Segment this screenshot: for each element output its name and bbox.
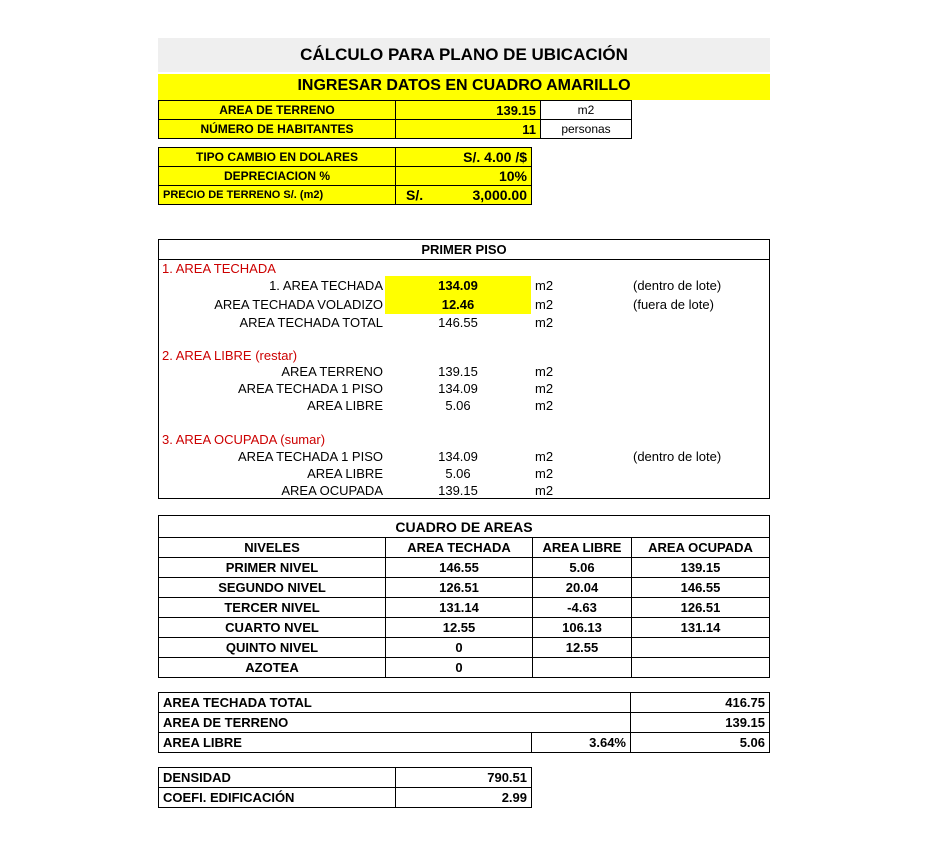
cell-nivel: SEGUNDO NIVEL xyxy=(159,578,386,598)
cell-ocupada: 126.51 xyxy=(632,598,770,618)
voladizo-note: (fuera de lote) xyxy=(633,297,714,312)
indices-table xyxy=(158,767,532,808)
habitantes-unit: personas xyxy=(541,120,632,139)
col-area-ocupada: AREA OCUPADA xyxy=(632,538,770,558)
section-area-libre-heading: 2. AREA LIBRE (restar) xyxy=(162,348,298,363)
cuadro-de-areas-table xyxy=(158,515,770,678)
voladizo-unit: m2 xyxy=(535,297,554,312)
coef-label: COEFI. EDIFICACIÓN xyxy=(159,788,396,808)
page-title: CÁLCULO PARA PLANO DE UBICACIÓN xyxy=(158,38,770,72)
s3-techada-note: (dentro de lote) xyxy=(633,449,722,464)
cell-ocupada: 146.55 xyxy=(632,578,770,598)
voladizo-input[interactable]: 12.46 xyxy=(441,297,475,312)
habitantes-input[interactable]: 11 xyxy=(396,120,541,139)
col-niveles: NIVELES xyxy=(159,538,386,558)
cell-nivel: PRIMER NIVEL xyxy=(159,558,386,578)
techada-total-label: AREA TECHADA TOTAL xyxy=(239,315,383,330)
cell-libre: 12.55 xyxy=(533,638,632,658)
tipo-cambio-input[interactable]: S/. 4.00 /$ xyxy=(396,148,532,167)
precio-label: PRECIO DE TERRENO S/. (m2) xyxy=(159,186,396,205)
cell-ocupada: 131.14 xyxy=(632,618,770,638)
total-row-techada xyxy=(159,693,770,713)
precio-input[interactable] xyxy=(396,186,532,205)
cell-techada: 126.51 xyxy=(386,578,533,598)
table-row xyxy=(159,578,770,598)
cell-libre: 20.04 xyxy=(533,578,632,598)
total-libre-percent: 3.64% xyxy=(532,733,631,753)
densidad-value: 790.51 xyxy=(396,768,532,788)
cell-nivel: AZOTEA xyxy=(159,658,386,678)
s3-techada-label: AREA TECHADA 1 PISO xyxy=(238,449,383,464)
area-techada-note: (dentro de lote) xyxy=(633,278,722,293)
index-row-densidad xyxy=(159,768,532,788)
s3-techada-unit: m2 xyxy=(535,449,554,464)
cell-techada: 12.55 xyxy=(386,618,533,638)
area-terreno-unit: m2 xyxy=(541,101,632,120)
cuadro-header: CUADRO DE AREAS xyxy=(159,516,770,538)
s2-techada-label: AREA TECHADA 1 PISO xyxy=(238,381,383,396)
table-row xyxy=(159,558,770,578)
s3-libre-unit: m2 xyxy=(535,466,554,481)
area-techada-label: 1. AREA TECHADA xyxy=(269,278,383,293)
s3-techada-value: 134.09 xyxy=(438,449,478,464)
s2-libre-unit: m2 xyxy=(535,398,554,413)
s3-ocupada-label: AREA OCUPADA xyxy=(281,483,383,498)
param-row-tipo-cambio xyxy=(159,148,532,167)
params-table xyxy=(158,147,532,205)
tipo-cambio-label: TIPO CAMBIO EN DOLARES xyxy=(159,148,396,167)
cell-nivel: QUINTO NIVEL xyxy=(159,638,386,658)
cell-techada: 0 xyxy=(386,638,533,658)
col-area-techada: AREA TECHADA xyxy=(386,538,533,558)
cell-ocupada xyxy=(632,658,770,678)
s2-terreno-value: 139.15 xyxy=(438,364,478,379)
s2-libre-value: 5.06 xyxy=(445,398,471,413)
cell-nivel: TERCER NIVEL xyxy=(159,598,386,618)
s2-techada-unit: m2 xyxy=(535,381,554,396)
cell-libre: -4.63 xyxy=(533,598,632,618)
primer-piso-header: PRIMER PISO xyxy=(159,240,769,260)
totals-table xyxy=(158,692,770,753)
table-row xyxy=(159,638,770,658)
s3-libre-value: 5.06 xyxy=(445,466,471,481)
depreciacion-input[interactable]: 10% xyxy=(396,167,532,186)
input-row-habitantes xyxy=(159,120,632,139)
s3-libre-label: AREA LIBRE xyxy=(307,466,383,481)
col-area-libre: AREA LIBRE xyxy=(533,538,632,558)
section-area-techada-heading: 1. AREA TECHADA xyxy=(162,261,276,276)
total-row-libre xyxy=(159,733,770,753)
s2-terreno-unit: m2 xyxy=(535,364,554,379)
primer-piso-box xyxy=(158,239,770,499)
total-terreno-label: AREA DE TERRENO xyxy=(159,713,631,733)
total-libre-value: 5.06 xyxy=(631,733,770,753)
cell-libre: 106.13 xyxy=(533,618,632,638)
param-row-depreciacion xyxy=(159,167,532,186)
cell-nivel: CUARTO NVEL xyxy=(159,618,386,638)
table-row xyxy=(159,598,770,618)
area-terreno-label: AREA DE TERRENO xyxy=(159,101,396,120)
total-row-terreno xyxy=(159,713,770,733)
input-row-area-terreno xyxy=(159,101,632,120)
cell-libre xyxy=(533,658,632,678)
habitantes-label: NÚMERO DE HABITANTES xyxy=(159,120,396,139)
index-row-coef xyxy=(159,788,532,808)
precio-currency: S/. xyxy=(406,187,424,203)
s2-terreno-label: AREA TERRENO xyxy=(281,364,383,379)
total-terreno-value: 139.15 xyxy=(631,713,770,733)
cell-ocupada: 139.15 xyxy=(632,558,770,578)
table-row xyxy=(159,658,770,678)
techada-total-value: 146.55 xyxy=(438,315,478,330)
area-techada-unit: m2 xyxy=(535,278,554,293)
s2-techada-value: 134.09 xyxy=(438,381,478,396)
section-area-ocupada-heading: 3. AREA OCUPADA (sumar) xyxy=(162,432,326,447)
s3-ocupada-unit: m2 xyxy=(535,483,554,498)
cuadro-header-row xyxy=(159,516,770,538)
area-techada-input[interactable]: 134.09 xyxy=(438,278,478,293)
s3-ocupada-value: 139.15 xyxy=(438,483,478,498)
area-terreno-input[interactable]: 139.15 xyxy=(396,101,541,120)
total-techada-label: AREA TECHADA TOTAL xyxy=(159,693,631,713)
precio-value: 3,000.00 xyxy=(472,187,527,203)
techada-total-unit: m2 xyxy=(535,315,554,330)
depreciacion-label: DEPRECIACION % xyxy=(159,167,396,186)
cuadro-columns-row xyxy=(159,538,770,558)
s2-libre-label: AREA LIBRE xyxy=(307,398,383,413)
densidad-label: DENSIDAD xyxy=(159,768,396,788)
voladizo-label: AREA TECHADA VOLADIZO xyxy=(214,297,383,312)
table-row xyxy=(159,618,770,638)
cell-techada: 131.14 xyxy=(386,598,533,618)
cell-techada: 146.55 xyxy=(386,558,533,578)
cell-ocupada xyxy=(632,638,770,658)
param-row-precio xyxy=(159,186,532,205)
cell-techada: 0 xyxy=(386,658,533,678)
total-libre-label: AREA LIBRE xyxy=(159,733,532,753)
total-techada-value: 416.75 xyxy=(631,693,770,713)
page-subtitle: INGRESAR DATOS EN CUADRO AMARILLO xyxy=(158,74,770,100)
coef-value: 2.99 xyxy=(396,788,532,808)
input-table xyxy=(158,100,632,139)
cell-libre: 5.06 xyxy=(533,558,632,578)
